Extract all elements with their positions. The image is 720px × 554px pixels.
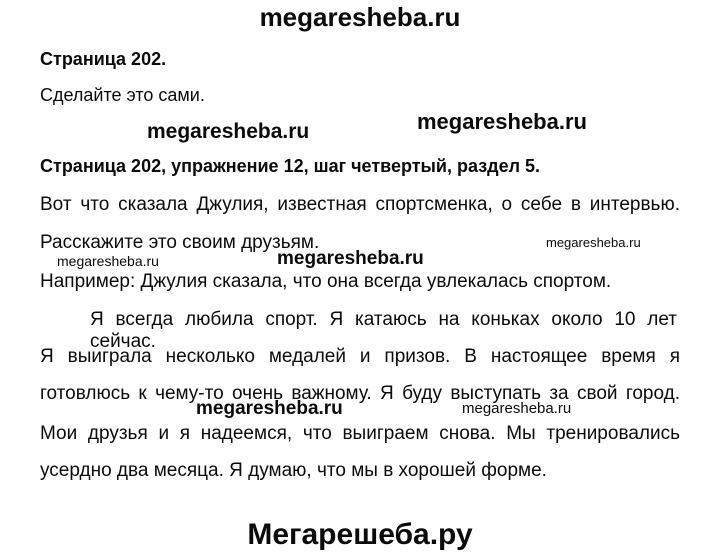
site-watermark-header: megaresheba.ru [259, 2, 461, 32]
exercise-heading: Страница 202, упражнение 12, шаг четвертый, раздел 5. [40, 156, 541, 176]
site-watermark: megaresheba.ru [546, 235, 641, 250]
answer-paragraph-line: Мои друзья и я надеемся, что выиграем снова. Мы тренировались [40, 423, 680, 444]
site-watermark: megaresheba.ru [57, 253, 159, 269]
example-line: Например: Джулия сказала, что она всегда увлекалась спортом. [40, 271, 612, 292]
site-watermark: megaresheba.ru [196, 398, 343, 419]
answer-paragraph-line: Я всегда любила спорт. Я катаюсь на коньках около 10 лет сейчас. [90, 309, 677, 352]
site-logo-footer: Мегарешеба.ру [247, 518, 473, 551]
task-tell-line: Расскажите это своим друзьям. [40, 232, 320, 253]
subheading: Сделайте это сами. [40, 85, 205, 105]
site-watermark: megaresheba.ru [417, 109, 587, 134]
answer-paragraph-line: Я выиграла несколько медалей и призов. В настоящее время я [40, 346, 680, 367]
site-watermark: megaresheba.ru [462, 400, 572, 417]
answer-paragraph-line: усердно два месяца. Я думаю, что мы в хорошей форме. [40, 460, 547, 481]
site-watermark: megaresheba.ru [147, 120, 310, 143]
page-number-heading: Страница 202. [40, 49, 167, 69]
answer-paragraph-line: готовлюсь к чему-то очень важному. Я буду выступать за свой город. [40, 383, 680, 404]
site-watermark: megaresheba.ru [277, 248, 424, 269]
task-intro-line: Вот что сказала Джулия, известная спортсменка, о себе в интервью. [40, 194, 680, 215]
